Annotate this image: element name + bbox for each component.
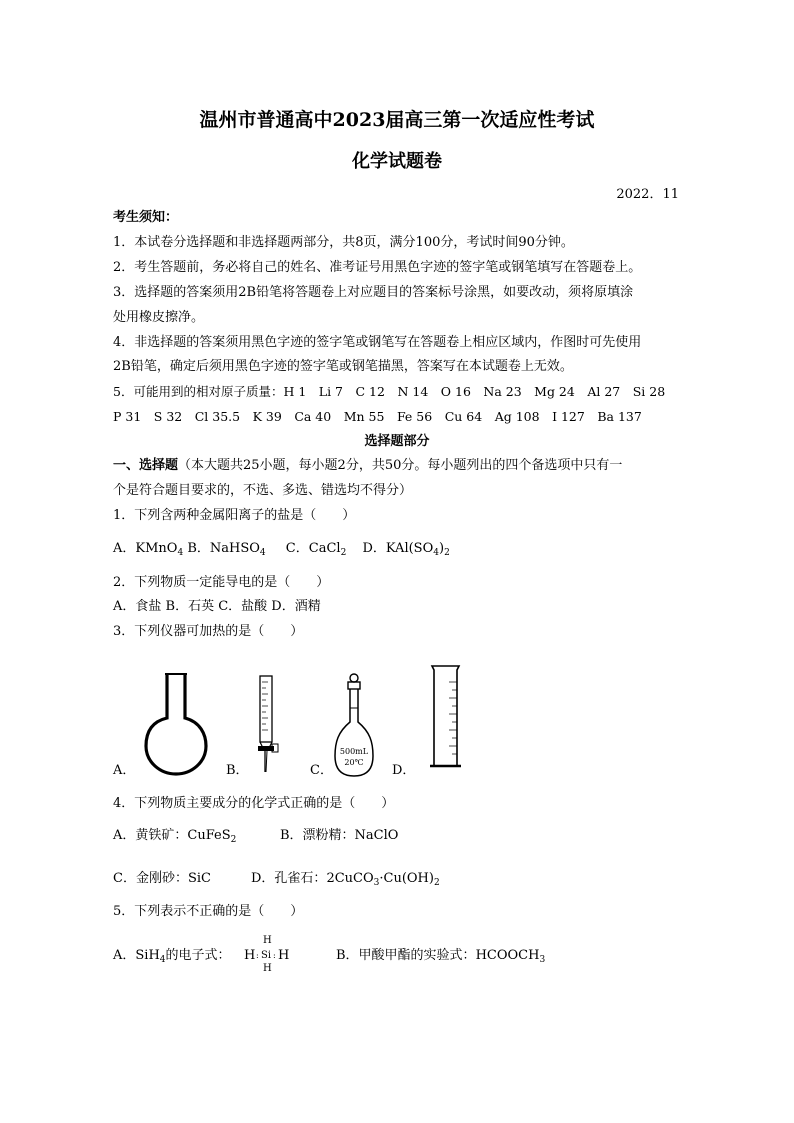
q4-d-formula: 2CuCO (326, 871, 374, 886)
flask-volume-label: 500mL (339, 747, 369, 756)
notice-item: 2．考生答题前，务必将自己的姓名、准考证号用黑色字迹的签字笔或钢笔填写在答题卷上。 (113, 260, 642, 275)
q4-d (251, 870, 440, 888)
q5-a-tail: 的电子式： (165, 948, 231, 963)
q3-option-d: D． (392, 763, 416, 778)
exam-subtitle: 化学试题卷 (352, 151, 442, 172)
q4-c: C．金刚砂：SiC (113, 871, 211, 886)
q1-c-label: C． (285, 541, 309, 556)
notice-item: 4．非选择题的答案须用黑色字迹的签字笔或钢笔写在答题卷上相应区域内，作图时可先使用 (113, 335, 642, 350)
q4-d-label: D．孔雀石： (251, 871, 327, 886)
ef-dots-left: : (256, 951, 259, 960)
volumetric-flask-image (332, 672, 376, 780)
q2-stem: 2．下列物质一定能导电的是（ ） (113, 575, 330, 590)
q1-c-formula: CaCl (308, 541, 341, 556)
q1-b-sub: 4 (259, 548, 266, 558)
q4-stem: 4．下列物质主要成分的化学式正确的是（ ） (113, 796, 395, 811)
q4-ab (113, 827, 236, 845)
ef-si: Si (261, 950, 272, 961)
q1-d-close: ) (438, 541, 445, 556)
graduated-cylinder-image (426, 662, 466, 776)
q3-stem: 3．下列仪器可加热的是（ ） (113, 624, 304, 639)
part-desc-cont: 个是符合题目要求的，不选、多选、错选均不得分） (113, 483, 413, 498)
q1-d-label: D． (362, 541, 386, 556)
notice-item: P 31 S 32 Cl 35.5 K 39 Ca 40 Mn 55 Fe 56 Cu 64 Ag 108 I 127 Ba 137 (113, 409, 642, 424)
flask-temperature-label: 20℃ (344, 758, 364, 767)
q1-a-formula: KMnO (135, 541, 178, 556)
q5-b-label: B．甲酸甲酯的实验式： (336, 948, 476, 963)
q4-d-sub2: 2 (433, 878, 440, 888)
q1-b-label: B． (187, 541, 210, 556)
q1-d-formula: KAl(SO (385, 541, 434, 556)
q5-a-sub: 4 (159, 955, 166, 965)
exam-title: 温州市普通高中2023届高三第一次适应性考试 (199, 109, 595, 131)
ef-bottom-h: H (263, 963, 272, 974)
notice-item: 2B铅笔，确定后须用黑色字迹的签字笔或钢笔描黑，答案写在本试题卷上无效。 (113, 359, 573, 374)
notice-item: 1．本试卷分选择题和非选择题两部分，共8页，满分100分，考试时间90分钟。 (113, 235, 574, 250)
q5-a-formula: SiH (135, 948, 160, 963)
q5-b (336, 947, 545, 965)
q5-stem: 5．下列表示不正确的是（ ） (113, 904, 304, 919)
q1-b-formula: NaHSO (209, 541, 260, 556)
part-desc: （本大题共25小题，每小题2分，共50分。每小题列出的四个备选项中只有一 (178, 458, 623, 473)
notice-item: 处用橡皮擦净。 (113, 310, 205, 325)
q2-options: A．食盐 B．石英 C．盐酸 D．酒精 (113, 599, 321, 614)
q1-a-sub: 4 (177, 548, 184, 558)
q4-a-formula: CuFeS (187, 828, 231, 843)
q5-b-sub: 3 (539, 955, 546, 965)
q3-option-b: B． (226, 763, 249, 778)
section-title: 选择题部分 (364, 434, 430, 449)
q4-d-sub1: 3 (373, 878, 380, 888)
q5-b-formula: HCOOCH (475, 948, 540, 963)
q4-a-label: A．黄铁矿： (113, 828, 188, 843)
notice-item: 5．可能用到的相对原子质量：H 1 Li 7 C 12 N 14 O 16 Na 23 Mg 24 Al 27 Si 28 (113, 384, 666, 399)
round-bottom-flask-image (140, 670, 210, 780)
notice-heading: 考生须知： (113, 210, 179, 225)
q4-b: B．漂粉精：NaClO (280, 828, 399, 843)
q4-d-formula-cont: ·Cu(OH) (379, 871, 434, 886)
q1-a-label: A． (113, 541, 136, 556)
notice-item: 3．选择题的答案须用2B铅笔将答题卷上对应题目的答案标号涂黑，如要改动，须将原填涂 (113, 285, 634, 300)
q1-d-sub1: 4 (433, 548, 439, 558)
ef-right-h: H (278, 948, 290, 963)
ef-left-h: H (244, 948, 256, 963)
q5-a (113, 947, 231, 965)
q3-option-a: A． (113, 763, 136, 778)
part-label: 一、选择题 (113, 458, 179, 473)
q1-c-sub: 2 (340, 548, 347, 558)
q3-option-c: C． (310, 763, 333, 778)
sih4-electron-formula (244, 932, 294, 978)
ef-top-h: H (263, 935, 272, 946)
q1-options (113, 540, 450, 558)
q4-a-sub: 2 (230, 835, 237, 845)
exam-date: 2022．11 (616, 187, 679, 202)
section-instructions (113, 457, 622, 475)
q5-a-label: A． (113, 948, 136, 963)
burette-image (250, 674, 284, 774)
q1-stem: 1．下列含两种金属阳离子的盐是（ ） (113, 508, 356, 523)
ef-dots-right: : (273, 951, 276, 960)
q1-d-sub2: 2 (444, 548, 450, 558)
